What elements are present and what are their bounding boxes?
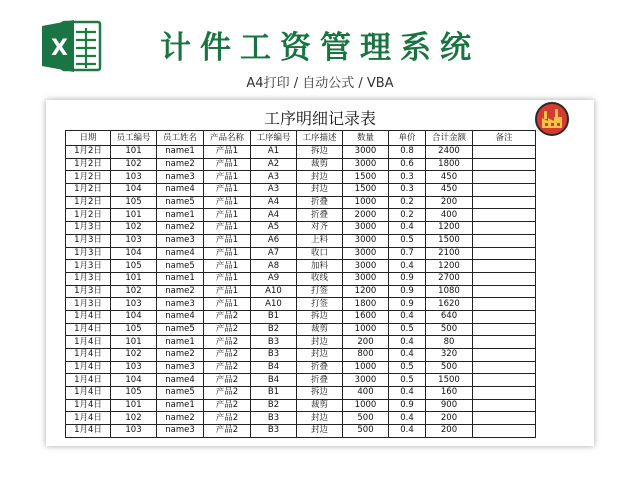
table-cell[interactable]: 0.2 (389, 196, 426, 209)
table-cell[interactable]: 1月2日 (66, 209, 111, 222)
table-cell[interactable]: 产品2 (204, 310, 251, 323)
table-cell[interactable]: 封边 (297, 171, 343, 184)
table-cell[interactable]: 0.5 (389, 234, 426, 247)
table-cell[interactable]: 200 (343, 336, 389, 349)
table-cell[interactable]: 产品2 (204, 399, 251, 412)
table-cell[interactable]: 103 (111, 425, 157, 438)
table-cell[interactable]: name4 (157, 310, 204, 323)
table-cell[interactable]: B1 (251, 310, 297, 323)
table-cell[interactable]: B3 (251, 349, 297, 362)
table-cell[interactable] (473, 234, 536, 247)
table-cell[interactable] (473, 387, 536, 400)
table-cell[interactable]: 3000 (343, 247, 389, 260)
table-cell[interactable]: 拆边 (297, 146, 343, 159)
table-cell[interactable]: B2 (251, 399, 297, 412)
table-cell[interactable]: 101 (111, 336, 157, 349)
table-cell[interactable]: 裁剪 (297, 399, 343, 412)
table-cell[interactable]: 封边 (297, 349, 343, 362)
table-cell[interactable] (473, 196, 536, 209)
table-cell[interactable]: 105 (111, 260, 157, 273)
table-cell[interactable] (473, 158, 536, 171)
table-cell[interactable]: 3000 (343, 234, 389, 247)
table-cell[interactable]: name5 (157, 387, 204, 400)
table-cell[interactable]: 产品2 (204, 336, 251, 349)
table-cell[interactable]: 2000 (343, 209, 389, 222)
table-cell[interactable]: 0.5 (389, 323, 426, 336)
table-cell[interactable]: 收线 (297, 272, 343, 285)
table-cell[interactable]: 1月3日 (66, 247, 111, 260)
table-cell[interactable]: 101 (111, 399, 157, 412)
table-cell[interactable]: 101 (111, 209, 157, 222)
table-cell[interactable]: 产品1 (204, 260, 251, 273)
table-cell[interactable]: name2 (157, 285, 204, 298)
table-cell[interactable]: 160 (426, 387, 473, 400)
table-cell[interactable]: 0.4 (389, 349, 426, 362)
table-cell[interactable]: 1月3日 (66, 222, 111, 235)
table-row (66, 298, 536, 311)
table-cell[interactable] (473, 260, 536, 273)
table-cell[interactable]: 1月4日 (66, 374, 111, 387)
table-cell[interactable]: 产品1 (204, 234, 251, 247)
table-cell[interactable] (473, 349, 536, 362)
table-cell[interactable]: 200 (426, 425, 473, 438)
table-cell[interactable]: 0.5 (389, 374, 426, 387)
table-row (66, 146, 536, 159)
table-cell[interactable]: 1月3日 (66, 298, 111, 311)
table-cell[interactable]: 产品1 (204, 146, 251, 159)
column-header: 合计金额 (426, 131, 473, 146)
table-cell[interactable]: 1月3日 (66, 285, 111, 298)
table-cell[interactable]: 0.4 (389, 387, 426, 400)
table-cell[interactable]: 0.9 (389, 399, 426, 412)
table-cell[interactable]: 103 (111, 298, 157, 311)
table-cell[interactable]: 收口 (297, 247, 343, 260)
table-cell[interactable]: 产品2 (204, 412, 251, 425)
table-cell[interactable]: 产品1 (204, 247, 251, 260)
table-cell[interactable]: 产品1 (204, 171, 251, 184)
table-cell[interactable]: 0.4 (389, 310, 426, 323)
table-row (66, 425, 536, 438)
table-cell[interactable]: 封边 (297, 336, 343, 349)
column-header: 单价 (389, 131, 426, 146)
column-header: 工序编号 (251, 131, 297, 146)
table-cell[interactable]: 拆边 (297, 310, 343, 323)
table-cell[interactable]: name5 (157, 260, 204, 273)
table-cell[interactable]: 1月4日 (66, 310, 111, 323)
table-cell[interactable]: 1月2日 (66, 184, 111, 197)
table-cell[interactable]: 104 (111, 184, 157, 197)
table-cell[interactable]: 打签 (297, 285, 343, 298)
table-cell[interactable]: name1 (157, 399, 204, 412)
table-cell[interactable]: 102 (111, 222, 157, 235)
table-cell[interactable]: 200 (426, 412, 473, 425)
table-cell[interactable]: 打签 (297, 298, 343, 311)
table-cell[interactable]: 400 (426, 209, 473, 222)
table-cell[interactable]: 1月4日 (66, 399, 111, 412)
table-cell[interactable] (473, 310, 536, 323)
table-row (66, 349, 536, 362)
table-cell[interactable]: A4 (251, 209, 297, 222)
table-cell[interactable]: A3 (251, 171, 297, 184)
table-cell[interactable] (473, 184, 536, 197)
table-cell[interactable]: 104 (111, 247, 157, 260)
table-cell[interactable]: name5 (157, 323, 204, 336)
table-row (66, 285, 536, 298)
table-cell[interactable]: 105 (111, 196, 157, 209)
table-cell[interactable]: 450 (426, 184, 473, 197)
table-cell[interactable]: 1月4日 (66, 425, 111, 438)
table-cell[interactable] (473, 247, 536, 260)
page-subtitle: A4打印 / 自动公式 / VBA (246, 76, 394, 91)
table-cell[interactable]: 1200 (426, 260, 473, 273)
table-cell[interactable]: A7 (251, 247, 297, 260)
table-cell[interactable]: 1月2日 (66, 196, 111, 209)
table-cell[interactable]: 105 (111, 387, 157, 400)
column-header: 工序描述 (297, 131, 343, 146)
table-cell[interactable]: A2 (251, 158, 297, 171)
table-cell[interactable]: 0.3 (389, 184, 426, 197)
table-row (66, 184, 536, 197)
table-cell[interactable]: 0.8 (389, 146, 426, 159)
table-cell[interactable]: name3 (157, 425, 204, 438)
table-cell[interactable]: 2100 (426, 247, 473, 260)
table-cell[interactable]: 产品2 (204, 361, 251, 374)
table-cell[interactable]: name3 (157, 171, 204, 184)
table-cell[interactable]: name5 (157, 196, 204, 209)
table-cell[interactable]: 1500 (343, 184, 389, 197)
table-cell[interactable]: 1月3日 (66, 234, 111, 247)
table-cell[interactable]: name1 (157, 146, 204, 159)
table-cell[interactable]: 1月3日 (66, 260, 111, 273)
table-cell[interactable]: 640 (426, 310, 473, 323)
table-cell[interactable]: 1月4日 (66, 323, 111, 336)
table-cell[interactable]: 500 (343, 412, 389, 425)
table-cell[interactable]: 101 (111, 146, 157, 159)
table-cell[interactable]: name4 (157, 184, 204, 197)
table-cell[interactable]: 101 (111, 272, 157, 285)
table-cell[interactable]: 1620 (426, 298, 473, 311)
table-cell[interactable]: 产品2 (204, 425, 251, 438)
svg-text:X: X (51, 36, 68, 61)
table-cell[interactable]: 对齐 (297, 222, 343, 235)
table-cell[interactable]: 105 (111, 323, 157, 336)
table-cell[interactable]: name1 (157, 209, 204, 222)
table-cell[interactable]: 2400 (426, 146, 473, 159)
table-cell[interactable]: 0.4 (389, 222, 426, 235)
table-cell[interactable]: A8 (251, 260, 297, 273)
table-cell[interactable]: 0.4 (389, 425, 426, 438)
table-cell[interactable]: 1800 (426, 158, 473, 171)
table-cell[interactable]: 折叠 (297, 374, 343, 387)
table-cell[interactable]: 加料 (297, 260, 343, 273)
table-cell[interactable]: 102 (111, 158, 157, 171)
table-cell[interactable]: 裁剪 (297, 323, 343, 336)
table-cell[interactable]: 1200 (343, 285, 389, 298)
table-cell[interactable]: A6 (251, 234, 297, 247)
table-cell[interactable]: 1月2日 (66, 146, 111, 159)
table-cell[interactable]: 1月3日 (66, 272, 111, 285)
column-header: 员工姓名 (157, 131, 204, 146)
table-cell[interactable]: 200 (426, 196, 473, 209)
table-cell[interactable] (473, 399, 536, 412)
table-cell[interactable]: name3 (157, 298, 204, 311)
table-row (66, 387, 536, 400)
table-cell[interactable]: A10 (251, 285, 297, 298)
table-cell[interactable] (473, 146, 536, 159)
column-header: 数量 (343, 131, 389, 146)
table-cell[interactable]: 0.3 (389, 171, 426, 184)
table-cell[interactable]: 产品1 (204, 158, 251, 171)
table-cell[interactable]: 1月2日 (66, 171, 111, 184)
table-cell[interactable]: 1200 (426, 222, 473, 235)
table-row (66, 158, 536, 171)
table-cell[interactable]: 900 (426, 399, 473, 412)
table-cell[interactable]: 产品2 (204, 387, 251, 400)
page-title: 计件工资管理系统 (160, 30, 480, 66)
table-cell[interactable]: 1080 (426, 285, 473, 298)
table-cell[interactable] (473, 425, 536, 438)
table-cell[interactable]: 1600 (343, 310, 389, 323)
table-cell[interactable]: name2 (157, 158, 204, 171)
table-cell[interactable]: 产品1 (204, 272, 251, 285)
table-cell[interactable]: 2700 (426, 272, 473, 285)
table-cell[interactable]: 0.9 (389, 285, 426, 298)
table-cell[interactable] (473, 336, 536, 349)
table-cell[interactable]: B3 (251, 412, 297, 425)
table-row (66, 222, 536, 235)
table-cell[interactable]: name4 (157, 247, 204, 260)
table-cell[interactable]: 3000 (343, 222, 389, 235)
table-cell[interactable]: 1000 (343, 323, 389, 336)
table-cell[interactable]: 1月4日 (66, 387, 111, 400)
table-cell[interactable]: name3 (157, 234, 204, 247)
table-cell[interactable]: name2 (157, 412, 204, 425)
table-row (66, 374, 536, 387)
table-cell[interactable]: 产品2 (204, 323, 251, 336)
table-cell[interactable]: 1000 (343, 196, 389, 209)
table-cell[interactable]: B1 (251, 387, 297, 400)
sheet-title: 工序明细记录表 (263, 109, 376, 128)
table-cell[interactable]: 产品2 (204, 349, 251, 362)
worksheet (46, 100, 594, 446)
table-cell[interactable] (473, 323, 536, 336)
table-cell[interactable]: name2 (157, 222, 204, 235)
table-cell[interactable]: name2 (157, 349, 204, 362)
table-cell[interactable]: 0.4 (389, 412, 426, 425)
table-cell[interactable]: 0.9 (389, 298, 426, 311)
table-cell[interactable]: 1月2日 (66, 158, 111, 171)
table-cell[interactable]: 折叠 (297, 196, 343, 209)
table-cell[interactable]: 3000 (343, 260, 389, 273)
table-cell[interactable]: 1月4日 (66, 336, 111, 349)
table-cell[interactable]: 450 (426, 171, 473, 184)
table-row (66, 310, 536, 323)
table-cell[interactable] (473, 222, 536, 235)
table-cell[interactable] (473, 272, 536, 285)
table-cell[interactable]: B4 (251, 361, 297, 374)
table-cell[interactable]: 102 (111, 412, 157, 425)
table-cell[interactable] (473, 209, 536, 222)
table-cell[interactable]: 3000 (343, 146, 389, 159)
column-header: 日期 (66, 131, 111, 146)
table-row (66, 412, 536, 425)
table-cell[interactable]: 0.4 (389, 336, 426, 349)
table-cell[interactable]: 103 (111, 361, 157, 374)
table-cell[interactable]: 1000 (343, 361, 389, 374)
table-cell[interactable]: 1月4日 (66, 412, 111, 425)
table-cell[interactable]: 102 (111, 285, 157, 298)
table-cell[interactable]: 1000 (343, 399, 389, 412)
table-row (66, 247, 536, 260)
table-row (66, 171, 536, 184)
table-row (66, 361, 536, 374)
table-cell[interactable]: 500 (343, 425, 389, 438)
table-cell[interactable]: 1月4日 (66, 361, 111, 374)
table-cell[interactable]: 0.9 (389, 272, 426, 285)
table-cell[interactable]: A3 (251, 184, 297, 197)
table-cell[interactable]: 1500 (426, 234, 473, 247)
table-cell[interactable]: 320 (426, 349, 473, 362)
process-log-table (65, 130, 536, 438)
table-cell[interactable]: 3000 (343, 272, 389, 285)
table-cell[interactable]: 103 (111, 234, 157, 247)
table-cell[interactable] (473, 285, 536, 298)
table-cell[interactable] (473, 412, 536, 425)
table-cell[interactable]: 封边 (297, 412, 343, 425)
table-cell[interactable]: 500 (426, 323, 473, 336)
table-cell[interactable]: 产品1 (204, 222, 251, 235)
table-cell[interactable]: 104 (111, 310, 157, 323)
table-cell[interactable] (473, 298, 536, 311)
table-cell[interactable]: 折叠 (297, 209, 343, 222)
column-header: 备注 (473, 131, 536, 146)
table-row (66, 260, 536, 273)
table-row (66, 209, 536, 222)
table-cell[interactable]: 产品1 (204, 298, 251, 311)
table-cell[interactable]: 400 (343, 387, 389, 400)
table-cell[interactable]: 折叠 (297, 361, 343, 374)
table-cell[interactable]: 1月4日 (66, 349, 111, 362)
table-row (66, 272, 536, 285)
table-cell[interactable]: 产品1 (204, 184, 251, 197)
table-cell[interactable]: 0.6 (389, 158, 426, 171)
table-cell[interactable]: 80 (426, 336, 473, 349)
excel-icon (40, 18, 104, 74)
table-cell[interactable]: 产品1 (204, 209, 251, 222)
table-cell[interactable] (473, 171, 536, 184)
table-cell[interactable]: 1500 (426, 374, 473, 387)
table-cell[interactable]: 103 (111, 171, 157, 184)
table-cell[interactable]: 拆边 (297, 387, 343, 400)
table-cell[interactable]: 1800 (343, 298, 389, 311)
table-cell[interactable]: 1500 (343, 171, 389, 184)
table-cell[interactable]: 裁剪 (297, 158, 343, 171)
table-cell[interactable]: A5 (251, 222, 297, 235)
table-cell[interactable]: B4 (251, 374, 297, 387)
factory-icon (535, 102, 569, 136)
table-cell[interactable]: name1 (157, 336, 204, 349)
table-cell[interactable]: 产品1 (204, 285, 251, 298)
table-cell[interactable]: 800 (343, 349, 389, 362)
table-cell[interactable]: 产品1 (204, 196, 251, 209)
table-row (66, 196, 536, 209)
table-cell[interactable]: name4 (157, 374, 204, 387)
table-cell[interactable]: A4 (251, 196, 297, 209)
column-header: 产品名称 (204, 131, 251, 146)
table-cell[interactable]: 0.7 (389, 247, 426, 260)
table-cell[interactable]: 封边 (297, 425, 343, 438)
table-row (66, 336, 536, 349)
table-row (66, 399, 536, 412)
table-cell[interactable]: 102 (111, 349, 157, 362)
table-cell[interactable]: A10 (251, 298, 297, 311)
table-cell[interactable]: 产品2 (204, 374, 251, 387)
table-cell[interactable]: 3000 (343, 158, 389, 171)
table-row (66, 323, 536, 336)
table-cell[interactable]: 封边 (297, 184, 343, 197)
table-cell[interactable]: 0.2 (389, 209, 426, 222)
table-cell[interactable]: B2 (251, 323, 297, 336)
table-cell[interactable]: B3 (251, 336, 297, 349)
table-header-row (66, 131, 536, 146)
table-cell[interactable] (473, 361, 536, 374)
table-row (66, 234, 536, 247)
table-cell[interactable]: 3000 (343, 374, 389, 387)
table-cell[interactable]: 0.5 (389, 361, 426, 374)
table-cell[interactable]: 500 (426, 361, 473, 374)
table-cell[interactable]: 104 (111, 374, 157, 387)
table-cell[interactable]: name1 (157, 272, 204, 285)
table-cell[interactable]: B3 (251, 425, 297, 438)
column-header: 员工编号 (111, 131, 157, 146)
table-cell[interactable]: 上料 (297, 234, 343, 247)
table-cell[interactable]: A9 (251, 272, 297, 285)
table-cell[interactable] (473, 374, 536, 387)
table-cell[interactable]: 0.4 (389, 260, 426, 273)
table-cell[interactable]: A1 (251, 146, 297, 159)
table-cell[interactable]: name3 (157, 361, 204, 374)
